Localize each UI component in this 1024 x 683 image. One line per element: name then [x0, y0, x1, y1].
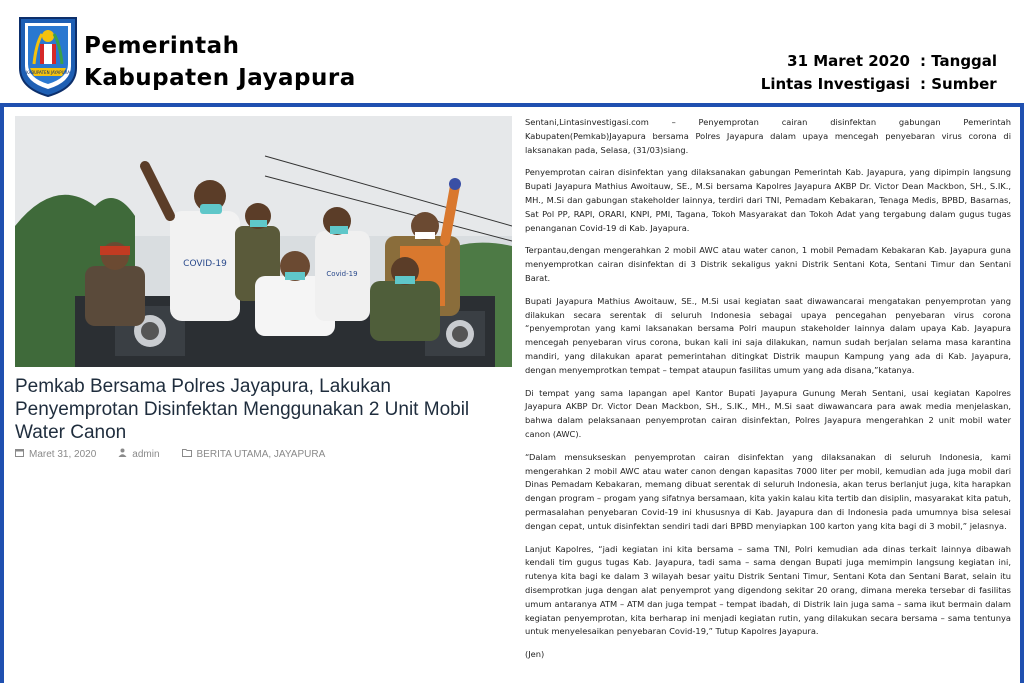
jayapura-regency-emblem: [16, 14, 80, 98]
meta-row-source: [761, 73, 1002, 96]
calendar-icon: [15, 448, 24, 460]
article-headline[interactable]: Pemkab Bersama Polres Jayapura, Lakukan Penyemprotan Disinfektan Menggunakan 2 Unit Mobil Water Canon: [15, 376, 470, 443]
government-title: [84, 30, 356, 94]
source-value: Lintas Investigasi: [760, 75, 910, 93]
source-date-table: [761, 50, 1002, 96]
post-author[interactable]: admin: [132, 448, 160, 460]
paragraph-4: Bupati Jayapura Mathius Awoitauw, SE., M.Si usai kegiatan saat diwawancarai mengatakan penyemprotan yang dilakukan secara serentak di seluruh Indonesia sebagai upaya pencegahan penyebaran virus corona “penyemprotan yang kami laksanakan bersama Polri maupun stakeholder lainnya dalam upaya Kab. Jayapura mencegah penyebaran virus corona, bukan kali ini saja dilakukan, namun sudah berjalan selama masa karantina mandiri, yang dilakukan aparat pemerintahan ditingkat Distrik maupun Kampung yang ada di Kab. Jayapura, dengan menyemprotkan tempat – tempat ataupun fasilitas umum yang ada disana,”katanya.: [525, 295, 1011, 375]
svg-text:COVID-19: COVID-19: [183, 259, 227, 269]
post-categories[interactable]: BERITA UTAMA, JAYAPURA: [196, 448, 326, 460]
date-label: : Tanggal: [920, 52, 998, 70]
meta-row-date: [761, 50, 1002, 73]
folder-icon: [182, 448, 192, 460]
article-body: [525, 116, 1011, 671]
title-line-1: Pemerintah: [84, 33, 240, 59]
post-date[interactable]: Maret 31, 2020: [29, 448, 97, 460]
paragraph-1: Sentani,Lintasinvestigasi.com – Penyemprotan cairan disinfektan gabungan Pemerintah Kabupaten(Pemkab)Jayapura bersama Polres Jayapura dalam upaya mencegah penyebaran virus corona di laksanakan pada, Selasa, (31/03)siang.: [525, 117, 1011, 155]
news-photo: [15, 116, 512, 367]
paragraph-6: “Dalam mensukseskan penyemprotan cairan disinfektan yang dilaksanakan di seluruh Indonesia, kami mengerahkan 2 mobil AWC atau water canon dengan kapasitas 7000 liter per mobil, kemudian ada juga mobil dari Dinas Pemadam Kebakaran, memang dibuat serentak di seluruh Indonesia, akan terus berlanjut juga, kita harapkan dengan program – progam yang sifatnya bersamaan, kita yakin kalau kita tertib dan disiplin, masyarakat kita patuh, permasalahan penyebaran Covid-19 ini khususnya di Kab. Jayapura dan di Indonesia pada umumnya bisa selesai dengan cepat, untuk disinfektan sendiri tadi dari BPBD menyiapkan 100 karton yang kita bagi di 3 mobil,” jelasnya.: [525, 451, 1011, 531]
source-label: : Sumber: [920, 75, 997, 93]
user-icon: [118, 448, 127, 460]
paragraph-2: Penyemprotan cairan disinfektan yang dilaksanakan gabungan Pemerintah Kab. Jayapura, yang dipimpin langsung Bupati Jayapura Mathius Awoitauw, SE., M.Si bersama Kapolres Jayapura AKBP Dr. Victor Dean Mackbon, SH., S.IK., MH., M.Si dan gabungan stakeholder lainnya, terdiri dari TNI, Pemadam Kebakaran, Tenaga Medis, BPBD, Basarnas, Sat Pol PP, RAPI, ORARI, KNPI, PMI, Tagana, Tokoh Masyarakat dan Tokoh Adat yang tergabung dalam gugus tugas penanganan Covid-19 di Kab. Jayapura.: [525, 167, 1011, 233]
page-header: [0, 0, 1024, 103]
svg-text:KABUPATEN JAYAPURA: KABUPATEN JAYAPURA: [26, 70, 70, 75]
date-value: 31 Maret 2020: [787, 52, 910, 70]
svg-text:Covid-19: Covid-19: [326, 270, 358, 278]
paragraph-7: Lanjut Kapolres, “jadi kegiatan ini kita bersama – sama TNI, Polri kemudian ada dinas terkait lainnya dibawah kendali tim gugus tugas Kab. Jayapura, tadi sama – sama dengan Bupati juga memimpin langsung kegiatan ini, rutenya kita bagi ke dalam 3 wilayah besar yaitu Distrik Sentani Timur, Sentani Kota dan Sentani Barat, selain itu disemprotkan juga dengan alat penyemprot yang digendong sekitar 20 orang, dimana mereka tersebar di fasilitas umum antaranya ATM – ATM dan juga tempat – tempat ibadah, di Distrik lain juga sama – sama ikut bermain dalam kegiatan penyemprotan, kita berharap ini menjadi kegiatan rutin, yang dilakukan secara bersama – sama tentunya untuk menyelesaikan penyebaran Covid-19,” Tutup Kapolres Jayapura.: [525, 543, 1011, 637]
post-meta: [15, 448, 325, 460]
title-line-2: Kabupaten Jayapura: [84, 65, 356, 91]
paragraph-5: Di tempat yang sama lapangan apel Kantor Bupati Jayapura Gunung Merah Sentani, usai kegiatan Kapolres Jayapura AKBP Dr. Victor Dean Mackbon, SH., S.IK., MH., M.Si saat diwawancara para awak media menjelaskan, bahwa dalam pelaksanaan penyemprotan cairan disinfektan, Polres Jayapura mengerahkan 2 unit mobil water canon (AWC).: [525, 387, 1011, 439]
paragraph-3: Terpantau,dengan mengerahkan 2 mobil AWC atau water canon, 1 mobil Pemadam Kebakaran Kab. Jayapura guna menyemprotkan cairan disinfektan di 3 Distrik sekaligus yakni Distrik Sentani Kota, Sentani Timur dan Sentani Barat.: [525, 245, 1011, 283]
paragraph-8-signature: (Jen): [525, 649, 545, 660]
